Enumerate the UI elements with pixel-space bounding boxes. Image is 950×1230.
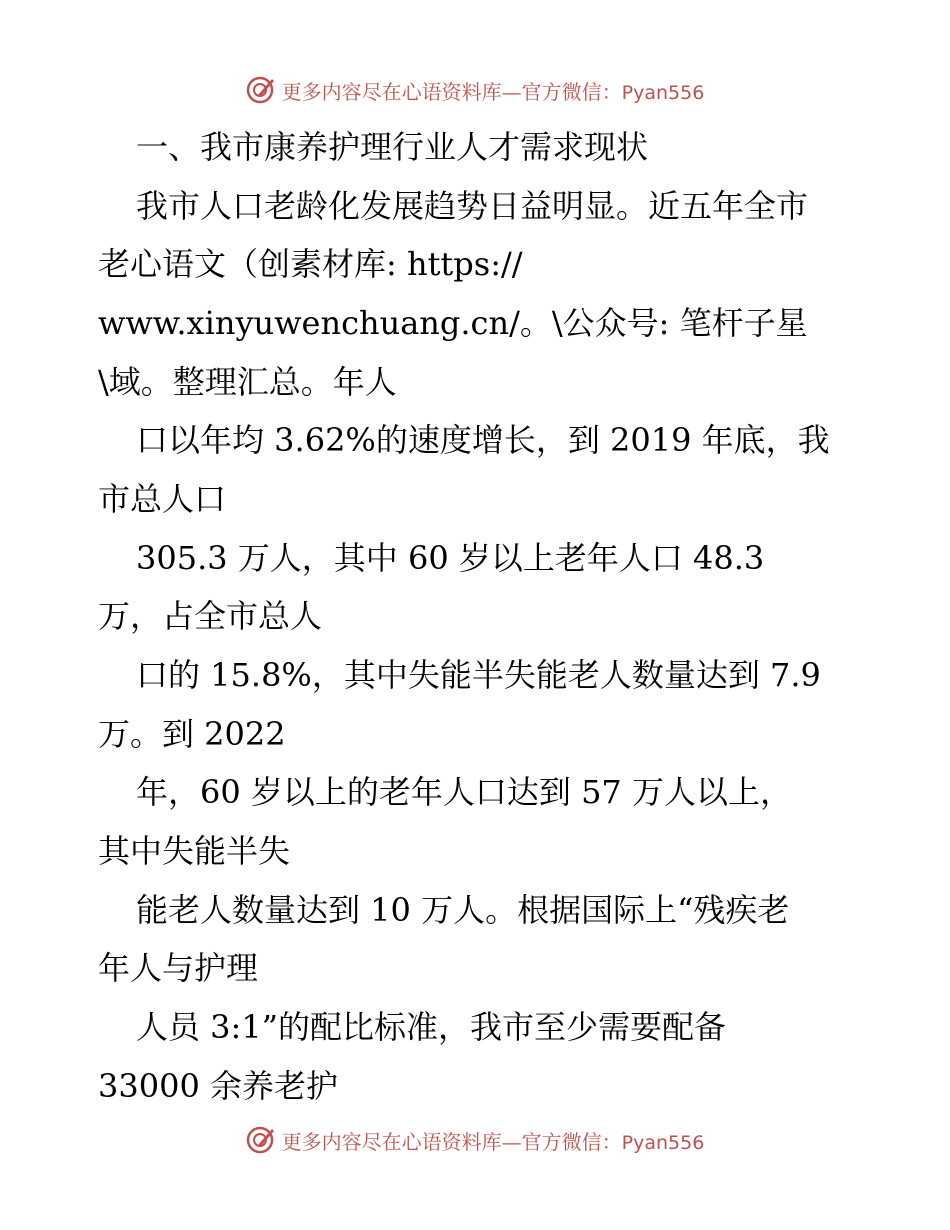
section-heading: 一、我市康养护理行业人才需求现状 xyxy=(136,128,649,166)
footer-banner xyxy=(0,1122,950,1158)
body-line: 人员 3:1”的配比标准，我市至少需要配备 xyxy=(136,1008,727,1046)
body-line: 老心语文（创素材库: https:// xyxy=(98,245,523,283)
banner-text: 更多内容尽在心语资料库—官方微信：Pyan556 xyxy=(281,79,705,104)
body-line: 年人与护理 xyxy=(98,949,259,987)
body-line: 我市人口老龄化发展趋势日益明显。近五年全市 xyxy=(136,187,809,225)
body-line: 口的 15.8%，其中失能半失能老人数量达到 7.9 xyxy=(136,656,821,694)
body-line: 其中失能半失 xyxy=(98,832,291,870)
body-line: 33000 余养老护 xyxy=(98,1067,338,1105)
body-line: 万，占全市总人 xyxy=(98,597,323,635)
body-line: 能老人数量达到 10 万人。根据国际上“残疾老 xyxy=(136,891,790,929)
body-line: 305.3 万人，其中 60 岁以上老年人口 48.3 xyxy=(136,539,765,577)
body-line: \域。整理汇总。年人 xyxy=(98,363,397,401)
body-line: 市总人口 xyxy=(98,480,227,518)
body-line: 口以年均 3.62%的速度增长，到 2019 年底，我 xyxy=(136,421,830,459)
body-line: 年，60 岁以上的老年人口达到 57 万人以上， xyxy=(136,773,792,811)
body-line: 万。到 2022 xyxy=(98,715,286,753)
pen-logo-icon xyxy=(246,1125,276,1155)
banner-text: 更多内容尽在心语资料库—官方微信：Pyan556 xyxy=(281,1129,705,1154)
body-line: www.xinyuwenchuang.cn/。\公众号: 笔杆子星 xyxy=(98,304,808,342)
